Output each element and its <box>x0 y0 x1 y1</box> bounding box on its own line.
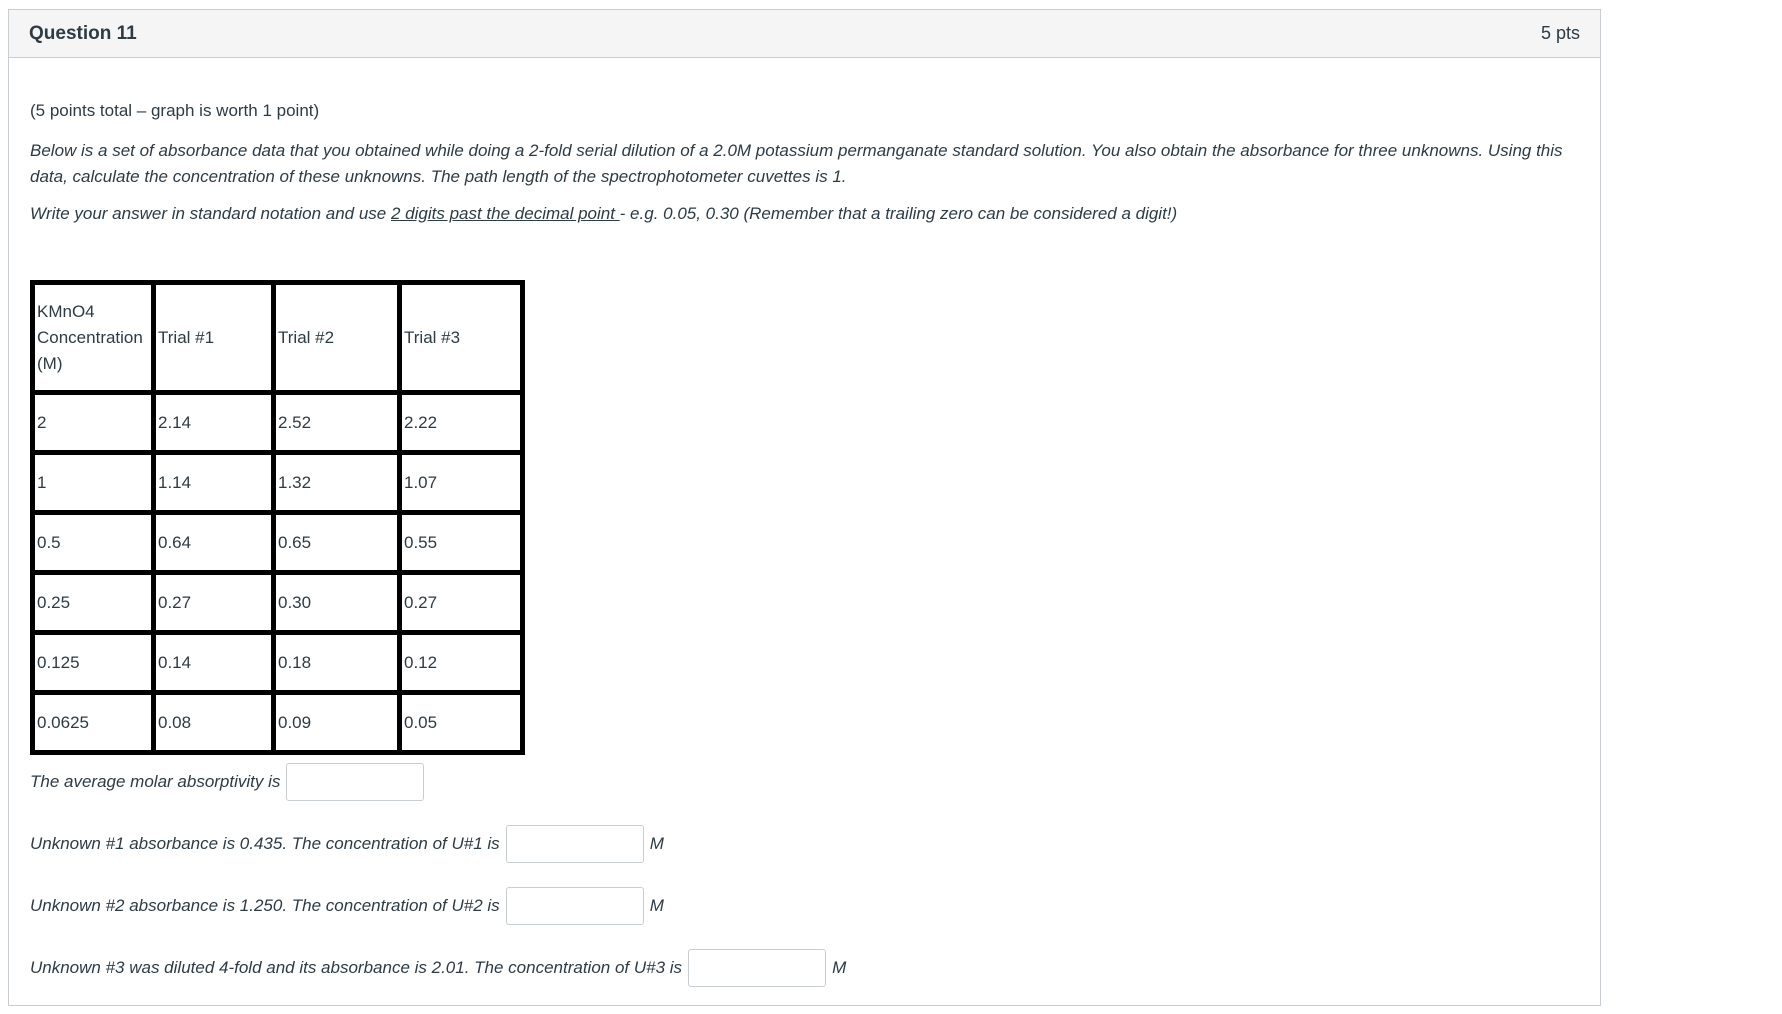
unknown-3-line <box>30 949 846 987</box>
table-cell: 0.5 <box>33 513 154 573</box>
unknown-1-unit: M <box>649 834 664 853</box>
question-instruction <box>30 204 1177 224</box>
table-cell: 1 <box>33 453 154 513</box>
table-header-row <box>33 283 523 393</box>
question-title: Question 11 <box>29 22 137 44</box>
table-header-cell: Trial #3 <box>400 283 523 393</box>
table-cell: 2 <box>33 393 154 453</box>
instruction-text-post: - e.g. 0.05, 0.30 (Remember that a trailing zero can be considered a digit!) <box>619 204 1178 223</box>
question-description: Below is a set of absorbance data that you obtained while doing a 2-fold serial dilution of a 2.0M potassium permanganate standard solution. You also obtain the absorbance for three unknowns. Using this data, calculate the concentration of these unknowns. The path length of the spectrophotometer cuvettes is 1. <box>30 141 1563 186</box>
table-row <box>33 393 523 453</box>
table-cell: 0.55 <box>400 513 523 573</box>
table-row <box>33 693 523 753</box>
table-row <box>33 453 523 513</box>
molar-absorptivity-line <box>30 763 424 801</box>
table-cell: 0.14 <box>154 633 274 693</box>
table-row <box>33 633 523 693</box>
unknown-2-input[interactable] <box>506 887 644 925</box>
table-cell: 0.09 <box>274 693 400 753</box>
unknown-2-unit: M <box>649 896 664 915</box>
unknown-3-unit: M <box>832 958 847 977</box>
table-row <box>33 573 523 633</box>
question-card <box>8 9 1601 1006</box>
table-cell: 0.27 <box>154 573 274 633</box>
instruction-text-pre: Write your answer in standard notation and use <box>30 204 391 223</box>
table-cell: 0.64 <box>154 513 274 573</box>
table-cell: 0.125 <box>33 633 154 693</box>
question-intro: (5 points total – graph is worth 1 point) <box>30 101 320 120</box>
table-cell: 2.52 <box>274 393 400 453</box>
table-cell: 0.08 <box>154 693 274 753</box>
unknown-3-label: Unknown #3 was diluted 4-fold and its absorbance is 2.01. The concentration of U#3 is <box>30 958 683 977</box>
table-cell: 0.12 <box>400 633 523 693</box>
unknown-1-line <box>30 825 664 863</box>
unknown-3-input[interactable] <box>688 949 826 987</box>
table-cell: 1.14 <box>154 453 274 513</box>
table-cell: 0.18 <box>274 633 400 693</box>
table-header-cell: KMnO4 Concentration (M) <box>33 283 154 393</box>
unknown-1-input[interactable] <box>506 825 644 863</box>
table-cell: 2.14 <box>154 393 274 453</box>
table-cell: 2.22 <box>400 393 523 453</box>
molar-absorptivity-label: The average molar absorptivity is <box>30 772 281 791</box>
table-header-cell: Trial #1 <box>154 283 274 393</box>
question-points: 5 pts <box>1540 23 1580 43</box>
absorbance-table <box>30 280 525 755</box>
table-cell: 0.30 <box>274 573 400 633</box>
molar-absorptivity-input[interactable] <box>286 763 424 801</box>
question-header <box>9 10 1600 58</box>
instruction-underlined: 2 digits past the decimal point <box>390 204 620 223</box>
unknown-1-label: Unknown #1 absorbance is 0.435. The concentration of U#1 is <box>30 834 500 853</box>
table-cell: 0.0625 <box>33 693 154 753</box>
table-cell: 0.27 <box>400 573 523 633</box>
table-row <box>33 513 523 573</box>
unknown-2-line <box>30 887 664 925</box>
unknown-2-label: Unknown #2 absorbance is 1.250. The concentration of U#2 is <box>30 896 500 915</box>
table-header-cell: Trial #2 <box>274 283 400 393</box>
table-cell: 1.07 <box>400 453 523 513</box>
table-cell: 0.65 <box>274 513 400 573</box>
table-cell: 0.05 <box>400 693 523 753</box>
table-cell: 1.32 <box>274 453 400 513</box>
table-cell: 0.25 <box>33 573 154 633</box>
